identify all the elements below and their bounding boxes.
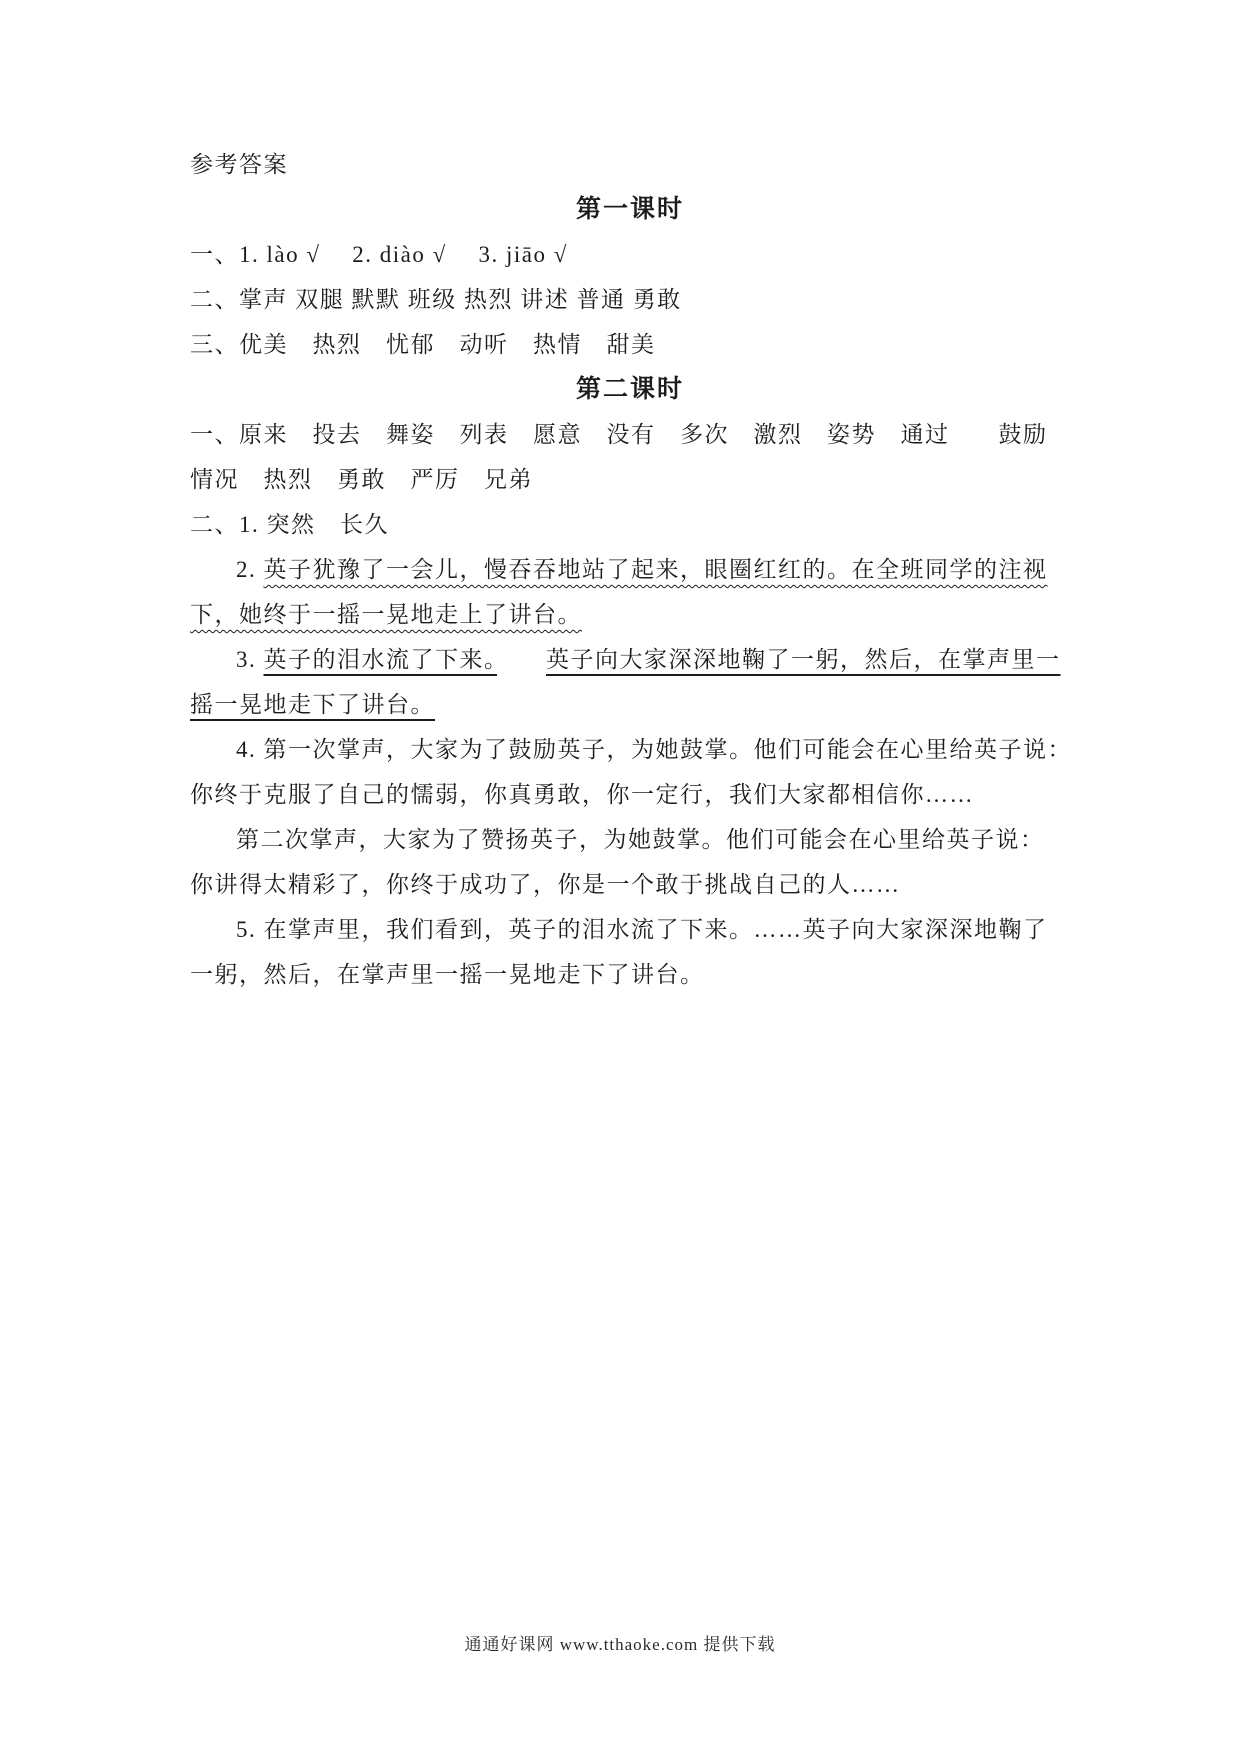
lesson2-q2-item4-line1 [190, 727, 1070, 772]
text-segment: 英子的泪水流了下来。 [263, 647, 497, 672]
lesson1-q3-answers [190, 322, 1070, 367]
lesson2-q2-item3-line1 [190, 637, 1070, 682]
lesson2-q2-item2-line1 [190, 547, 1070, 592]
text-segment: 5. 在掌声里，我们看到，英子的泪水流了下来。……英子向大家深深地鞠了 [236, 917, 1048, 942]
text-segment: 三、优美 热烈 忧郁 动听 热情 甜美 [190, 332, 656, 357]
text-segment: 3. [236, 647, 264, 672]
lesson1-q1-answers [190, 232, 1070, 277]
lesson2-heading: 第二课时 [575, 375, 684, 403]
text-segment: 摇一晃地走下了讲台。 [190, 692, 435, 717]
lesson2-q2-item2-line2 [190, 592, 1070, 637]
checkmark-icon: √ [553, 242, 568, 267]
answer-lines [190, 187, 1070, 997]
lesson2-q2-item3-line2 [190, 682, 1070, 727]
lesson2-q1-answers-line2 [190, 457, 1070, 502]
lesson2-q2-item4-line4 [190, 862, 1070, 907]
text-segment: 情况 热烈 勇敢 严厉 兄弟 [190, 467, 533, 492]
text-segment: 一、1. lào [190, 242, 307, 267]
footer-text: 通通好课网 www.tthaoke.com 提供下载 [464, 1635, 776, 1654]
lesson1-q2-answers [190, 277, 1070, 322]
text-segment: 第二次掌声，大家为了赞扬英子，为她鼓掌。他们可能会在心里给英子说： [236, 827, 1045, 852]
text-segment: 一躬，然后，在掌声里一摇一晃地走下了讲台。 [190, 962, 705, 987]
text-segment: 3. jiāo [446, 242, 554, 267]
text-segment: 4. 第一次掌声，大家为了鼓励英子，为她鼓掌。他们可能会在心里给英子说： [236, 737, 1072, 762]
lesson2-q2-item1 [190, 502, 1070, 547]
text-segment: 英子犹豫了一会儿，慢吞吞地站了起来，眼圈红红的。在全班同学的注视 [263, 557, 1048, 582]
text-segment: 2. diào [320, 242, 433, 267]
text-segment: 你终于克服了自己的懦弱，你真勇敢，你一定行，我们大家都相信你…… [190, 782, 974, 807]
lesson2-q2-item4-line3 [190, 817, 1070, 862]
text-segment: 下，她终于一摇一晃地走上了讲台。 [190, 602, 582, 627]
text-segment: 你讲得太精彩了，你终于成功了，你是一个敢于挑战自己的人…… [190, 872, 901, 897]
lesson2-q1-answers-line1 [190, 412, 1070, 457]
lesson1-heading: 第一课时 [575, 195, 684, 223]
page-footer [0, 1630, 1240, 1655]
text-segment: 2. [236, 557, 264, 582]
page-title: 参考答案 [190, 152, 288, 177]
lesson2-q2-item5-line1 [190, 907, 1070, 952]
text-segment: 二、1. 突然 长久 [190, 512, 389, 537]
lesson2-q2-item5-line2 [190, 952, 1070, 997]
checkmark-icon: √ [306, 242, 321, 267]
lesson2-q2-item4-line2 [190, 772, 1070, 817]
text-segment: 一、原来 投去 舞姿 列表 愿意 没有 多次 激烈 姿势 通过 鼓励 [190, 422, 1048, 447]
text-segment [497, 647, 546, 672]
text-segment: 二、掌声 双腿 默默 班级 热烈 讲述 普通 勇敢 [190, 287, 682, 312]
checkmark-icon: √ [432, 242, 447, 267]
text-segment: 英子向大家深深地鞠了一躬，然后，在掌声里一 [546, 647, 1061, 672]
